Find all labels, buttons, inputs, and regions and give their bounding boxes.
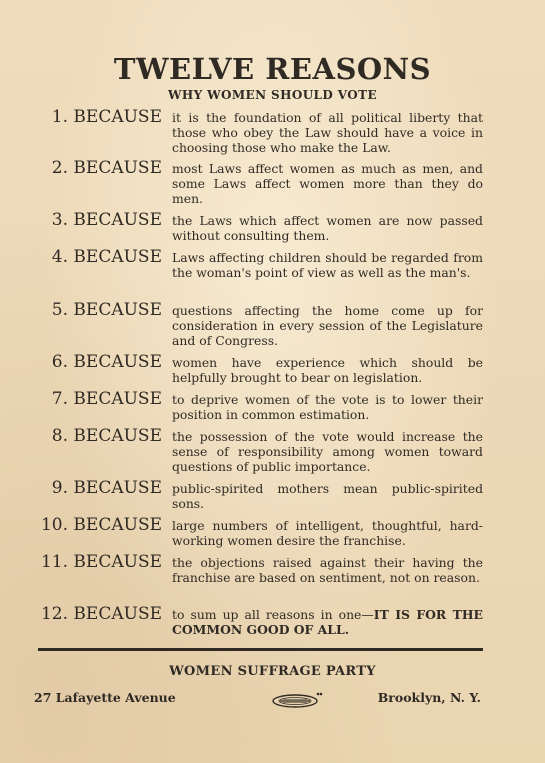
reason-text: questions affecting the home come up for consideration in every session of the Legislature and of Congress. [172, 303, 483, 349]
reason-text: public-spirited mothers mean public-spirited sons. [172, 481, 483, 512]
reason-text: to deprive women of the vote is to lower their position in common estimation. [172, 392, 483, 423]
footer-divider [38, 648, 483, 651]
reason-text: it is the foundation of all political liberty that those who obey the Law should have a voice in choosing those who make the Law. [172, 110, 483, 156]
document-title: TWELVE REASONS [113, 52, 432, 86]
reason-label: 8. BECAUSE [51, 426, 162, 446]
reason-label: 3. BECAUSE [51, 210, 162, 230]
reason-text: the Laws which affect women are now passed without consulting them. [172, 213, 483, 244]
reason-label: 2. BECAUSE [51, 158, 162, 178]
reason-label: 9. BECAUSE [51, 478, 162, 498]
reason-text-emphasis: IT IS FOR THE COMMON GOOD OF ALL. [172, 607, 483, 638]
reason-text: Laws affecting children should be regarded from the woman's point of view as well as the man's. [172, 250, 483, 281]
document-subtitle: WHY WOMEN SHOULD VOTE [167, 88, 378, 102]
reason-label: 5. BECAUSE [51, 300, 162, 320]
reason-label: 6. BECAUSE [51, 352, 162, 372]
reason-label: 10. BECAUSE [40, 515, 162, 535]
reason-text: the possession of the vote would increase the sense of responsibility among women toward questions of public importance. [172, 429, 483, 475]
reason-label: 4. BECAUSE [51, 247, 162, 267]
reason-text: most Laws affect women as much as men, and some Laws affect women more than they do men. [172, 161, 483, 207]
organization-name: WOMEN SUFFRAGE PARTY [169, 664, 376, 679]
reason-label: 1. BECAUSE [51, 107, 162, 127]
reason-label: 7. BECAUSE [51, 389, 162, 409]
union-printer-label-icon [271, 691, 323, 709]
organization-address: 27 Lafayette Avenue [34, 690, 176, 705]
reason-text-lead: to sum up all reasons in one— [172, 607, 374, 622]
reason-text: women have experience which should be helpfully brought to bear on legislation. [172, 355, 483, 386]
reason-label: 11. BECAUSE [40, 552, 162, 572]
reason-text: large numbers of intelligent, thoughtful, hard-working women desire the franchise. [172, 518, 483, 549]
organization-city: Brooklyn, N. Y. [377, 690, 481, 705]
reason-label: 12. BECAUSE [40, 604, 162, 624]
reason-text: the objections raised against their having the franchise are based on sentiment, not on reason. [172, 555, 483, 586]
reason-text [172, 607, 483, 637]
